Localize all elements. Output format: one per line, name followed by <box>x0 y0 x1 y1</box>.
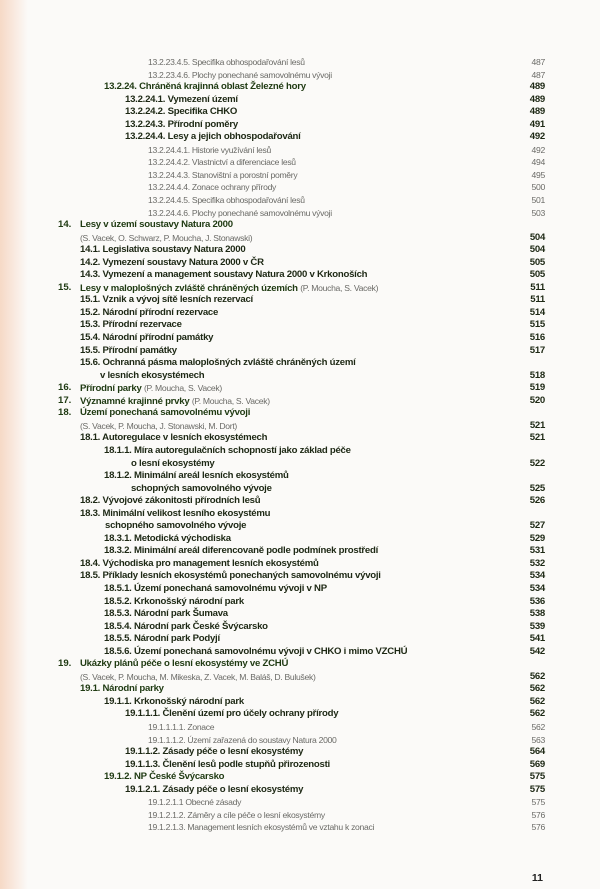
entry-title-text: Významné krajinné prvky <box>80 395 190 407</box>
entry-title <box>80 683 164 696</box>
toc-entry <box>0 307 600 320</box>
entry-title-text: 13.2.24.4.1. Historie využívání lesů <box>148 144 271 155</box>
entry-title <box>80 671 316 684</box>
entry-title-text: 19.1.1.2. Zásady péče o lesní ekosystémy <box>125 746 304 758</box>
entry-title <box>125 746 303 759</box>
toc-entry <box>0 357 600 370</box>
toc-entry <box>0 407 600 420</box>
entry-title-text: 13.2.24.4.4. Zonace ochrany přírody <box>148 182 277 193</box>
toc-entry <box>0 81 600 94</box>
toc-entry <box>0 784 600 797</box>
entry-page-number: 562 <box>529 683 545 695</box>
table-of-contents <box>0 56 600 834</box>
entry-title-text: 19.1. Národní parky <box>80 683 164 695</box>
toc-entry <box>0 646 600 659</box>
entry-page-number: 494 <box>531 157 545 168</box>
toc-entry <box>0 658 600 671</box>
entry-title <box>104 633 220 646</box>
entry-title-text: 18.5.4. Národní park České Švýcarsko <box>104 620 268 632</box>
entry-title <box>104 608 228 621</box>
entry-title <box>80 495 260 508</box>
toc-entry <box>0 169 600 182</box>
toc-entry <box>0 445 600 458</box>
entry-page-number: 504 <box>529 244 545 256</box>
entry-title <box>105 520 246 533</box>
toc-entry <box>0 282 600 295</box>
entry-title-text: 18.3.2. Minimální areál diferencovaně podle podmínek prostředí <box>104 545 378 557</box>
chapter-number: 14. <box>58 219 72 231</box>
toc-entry <box>0 746 600 759</box>
toc-entry <box>0 596 600 609</box>
toc-entry <box>0 269 600 282</box>
toc-entry <box>0 545 600 558</box>
toc-entry <box>0 345 600 358</box>
toc-entry <box>0 520 600 533</box>
toc-entry <box>0 319 600 332</box>
toc-entry <box>0 621 600 634</box>
entry-page-number: 563 <box>531 734 545 745</box>
entry-page-number: 489 <box>529 81 545 93</box>
entry-title-text: 18.5. Příklady lesních ekosystémů ponechaných samovolnému vývoji <box>80 570 381 582</box>
toc-entry <box>0 194 600 207</box>
entry-title <box>104 533 231 546</box>
entry-title <box>80 432 267 445</box>
entry-page-number: 503 <box>531 207 545 218</box>
entry-title-text: 18.5.3. Národní park Šumava <box>104 608 228 620</box>
entry-page-number: 492 <box>529 131 545 143</box>
toc-entry <box>0 69 600 82</box>
entry-title <box>148 207 332 220</box>
entry-page-number: 562 <box>529 708 545 720</box>
entry-title-text: 19.1.1. Krkonošský národní park <box>104 695 244 707</box>
entry-page-number: 516 <box>529 332 545 344</box>
toc-entry <box>0 771 600 784</box>
entry-title <box>148 144 271 157</box>
toc-entry <box>0 708 600 721</box>
entry-title <box>104 596 244 609</box>
entry-title <box>80 332 213 345</box>
entry-title <box>125 106 237 119</box>
toc-entry <box>0 382 600 395</box>
entry-authors: (P. Moucha, S. Vacek) <box>143 383 222 394</box>
entry-title <box>80 382 222 396</box>
toc-entry <box>0 570 600 583</box>
toc-entry <box>0 56 600 69</box>
entry-title-text: 19.1.1.1.2. Území zařazená do soustavy Natura 2000 <box>148 734 337 745</box>
entry-page-number: 521 <box>529 419 545 431</box>
entry-title-text: 13.2.24.4.6. Plochy ponechané samovolnému vývoji <box>148 207 332 218</box>
toc-entry <box>0 558 600 571</box>
entry-title-text: 13.2.24.4.5. Specifika obhospodařování lesů <box>148 195 305 206</box>
chapter-number: 17. <box>58 394 72 406</box>
toc-entry <box>0 683 600 696</box>
entry-title <box>80 257 264 270</box>
entry-title-text: 18.1.2. Minimální areál lesních ekosystémů <box>104 470 289 482</box>
toc-entry <box>0 759 600 772</box>
entry-page-number: 534 <box>529 582 545 594</box>
entry-page-number: 534 <box>529 570 545 582</box>
entry-title-text: 18.3. Minimální velikost lesního ekosystému <box>80 507 271 519</box>
entry-title-text: Přírodní parky <box>80 383 142 395</box>
entry-title-text: schopných samovolného vývoje <box>131 482 272 494</box>
entry-title-text: 14.2. Vymezení soustavy Natura 2000 v ČR <box>80 256 264 268</box>
entry-title-text: o lesní ekosystémy <box>131 457 215 469</box>
entry-page-number: 527 <box>529 520 545 532</box>
entry-page-number: 531 <box>529 545 545 557</box>
entry-title <box>80 357 356 370</box>
entry-page-number: 487 <box>531 69 545 80</box>
toc-entry <box>0 370 600 383</box>
entry-title-text: 13.2.24.3. Přírodní poměry <box>125 118 238 130</box>
entry-title <box>80 345 177 358</box>
entry-page-number: 520 <box>529 394 545 406</box>
entry-title <box>80 319 182 332</box>
entry-authors: (P. Moucha, S. Vacek) <box>191 395 270 406</box>
entry-title-text: (S. Vacek, O. Schwarz, P. Moucha, J. Stonawski) <box>80 232 253 243</box>
entry-title-text: 15.2. Národní přírodní rezervace <box>80 306 219 318</box>
entry-title-text: v lesních ekosystémech <box>100 369 205 381</box>
entry-title-text: 18.4. Východiska pro management lesních ekosystémů <box>80 557 319 569</box>
entry-title <box>80 219 233 232</box>
toc-entry <box>0 696 600 709</box>
entry-page-number: 532 <box>529 557 545 569</box>
entry-title-text: 13.2.23.4.5. Specifika obhospodařování lesů <box>148 57 305 67</box>
entry-title-text: 18.1.1. Míra autoregulačních schopností jako základ péče <box>104 444 351 456</box>
entry-title-text: 19.1.2.1.3. Management lesních ekosystémů ve vztahu k zonaci <box>148 822 375 833</box>
entry-title <box>80 407 250 420</box>
toc-entry <box>0 734 600 747</box>
entry-title-text: Ukázky plánů péče o lesní ekosystémy ve ZCHÚ <box>80 658 289 670</box>
entry-page-number: 487 <box>531 57 545 67</box>
toc-entry <box>0 458 600 471</box>
toc-entry <box>0 257 600 270</box>
entry-page-number: 569 <box>529 758 545 770</box>
entry-title-text: 18.3.1. Metodická východiska <box>104 532 231 544</box>
entry-page-number: 575 <box>529 783 545 795</box>
toc-entry <box>0 508 600 521</box>
entry-page-number: 522 <box>529 457 545 469</box>
entry-page-number: 576 <box>531 822 545 833</box>
entry-title <box>104 545 378 558</box>
entry-page-number: 505 <box>529 256 545 268</box>
entry-title <box>131 483 272 496</box>
entry-page-number: 492 <box>531 144 545 155</box>
entry-page-number: 501 <box>531 195 545 206</box>
entry-page-number: 575 <box>531 797 545 808</box>
entry-title-text: 13.2.23.4.6. Plochy ponechané samovolnému vývoji <box>148 69 332 80</box>
toc-entry <box>0 821 600 834</box>
entry-title-text: 19.1.2.1.1 Obecné zásady <box>148 797 242 808</box>
entry-title <box>125 119 238 132</box>
entry-title <box>80 232 252 245</box>
toc-entry <box>0 796 600 809</box>
entry-title <box>104 771 224 784</box>
entry-title-text: (S. Vacek, P. Moucha, M. Mikeska, Z. Vacek, M. Baláš, D. Bulušek) <box>80 671 316 682</box>
entry-title <box>104 81 306 94</box>
toc-entry <box>0 633 600 646</box>
toc-entry <box>0 533 600 546</box>
entry-title <box>80 558 319 571</box>
page-number: 11 <box>531 872 543 884</box>
entry-authors: (P. Moucha, S. Vacek) <box>300 282 379 293</box>
entry-title <box>125 708 338 721</box>
entry-page-number: 505 <box>529 269 545 281</box>
entry-title-text: 19.1.1.1.1. Zonace <box>148 721 215 732</box>
entry-title-text: (S. Vacek, P. Moucha, J. Stonawski, M. Dort) <box>80 420 237 431</box>
entry-page-number: 518 <box>529 369 545 381</box>
entry-title-text: 18.2. Vývojové zákonitosti přírodních lesů <box>80 495 261 507</box>
entry-title <box>80 269 367 282</box>
entry-title-text: Lesy v území soustavy Natura 2000 <box>80 219 233 231</box>
entry-page-number: 525 <box>529 482 545 494</box>
toc-entry <box>0 721 600 734</box>
chapter-number: 15. <box>58 281 72 293</box>
entry-title-text: 18.5.2. Krkonošský národní park <box>104 595 244 607</box>
entry-page-number: 536 <box>529 595 545 607</box>
toc-entry <box>0 809 600 822</box>
toc-entry <box>0 144 600 157</box>
entry-title-text: 13.2.24.4.2. Vlastnictví a diferenciace lesů <box>148 157 296 168</box>
entry-title-text: 18.5.1. Území ponechaná samovolnému vývoji v NP <box>104 582 327 594</box>
entry-page-number: 539 <box>529 620 545 632</box>
entry-title <box>104 646 407 659</box>
entry-page-number: 575 <box>529 771 545 783</box>
entry-title <box>148 169 297 182</box>
entry-page-number: 517 <box>529 344 545 356</box>
entry-title-text: 18.5.6. Území ponechaná samovolnému vývoji v CHKO i mimo VZCHÚ <box>104 645 408 657</box>
entry-title-text: 15.6. Ochranná pásma maloplošných zvláště chráněných území <box>80 357 356 369</box>
entry-title-text: 18.1. Autoregulace v lesních ekosystémech <box>80 432 268 444</box>
entry-title-text: 14.3. Vymezení a management soustavy Natura 2000 v Krkonoších <box>80 269 368 281</box>
entry-page-number: 515 <box>529 319 545 331</box>
toc-entry <box>0 119 600 132</box>
entry-title <box>80 570 381 583</box>
entry-title <box>125 131 301 144</box>
entry-page-number: 500 <box>531 182 545 193</box>
entry-page-number: 562 <box>529 670 545 682</box>
entry-title-text: 15.5. Přírodní památky <box>80 344 177 356</box>
chapter-number: 19. <box>58 658 72 670</box>
entry-title <box>80 294 253 307</box>
entry-title-text: 13.2.24. Chráněná krajinná oblast Železné hory <box>104 81 306 93</box>
entry-page-number: 491 <box>529 118 545 130</box>
toc-entry <box>0 608 600 621</box>
toc-entry <box>0 106 600 119</box>
entry-title <box>125 784 303 797</box>
entry-page-number: 529 <box>529 532 545 544</box>
entry-title <box>148 181 276 194</box>
entry-title-text: 19.1.2.1.2. Záměry a cíle péče o lesní ekosystémy <box>148 809 325 820</box>
entry-page-number: 511 <box>530 294 545 306</box>
entry-title <box>104 583 327 596</box>
entry-title-text: 19.1.1.1. Členění území pro účely ochrany přírody <box>125 708 339 720</box>
entry-title <box>148 69 332 82</box>
toc-entry <box>0 156 600 169</box>
entry-page-number: 576 <box>531 809 545 820</box>
entry-page-number: 489 <box>529 106 545 118</box>
toc-entry <box>0 483 600 496</box>
toc-entry <box>0 583 600 596</box>
toc-entry <box>0 94 600 107</box>
entry-title-text: 13.2.24.2. Specifika CHKO <box>125 106 238 118</box>
entry-page-number: 519 <box>529 382 545 394</box>
entry-title <box>148 809 325 822</box>
entry-title <box>148 56 305 69</box>
toc-entry <box>0 232 600 245</box>
entry-title <box>80 244 245 257</box>
entry-title-text: 18.5.5. Národní park Podyjí <box>104 633 220 645</box>
toc-entry <box>0 131 600 144</box>
toc-entry <box>0 332 600 345</box>
entry-title <box>104 470 289 483</box>
entry-title <box>148 194 305 207</box>
chapter-number: 18. <box>58 407 72 419</box>
entry-title <box>125 759 330 772</box>
entry-page-number: 526 <box>529 495 545 507</box>
entry-title-text: 15.3. Přírodní rezervace <box>80 319 182 331</box>
entry-title-text: Lesy v maloplošných zvláště chráněných územích <box>80 282 298 294</box>
entry-title-text: 19.1.1.3. Členění lesů podle stupňů přirozenosti <box>125 758 330 770</box>
entry-title <box>104 621 268 634</box>
toc-entry <box>0 395 600 408</box>
entry-page-number: 514 <box>529 306 545 318</box>
toc-entry <box>0 495 600 508</box>
entry-title <box>80 307 218 320</box>
entry-title <box>80 282 378 296</box>
entry-title-text: Území ponechaná samovolnému vývoji <box>80 407 251 419</box>
entry-title <box>104 445 351 458</box>
entry-title <box>131 458 215 471</box>
entry-title <box>80 508 270 521</box>
entry-title-text: 14.1. Legislativa soustavy Natura 2000 <box>80 244 246 256</box>
entry-title <box>148 734 337 747</box>
toc-entry <box>0 219 600 232</box>
entry-title-text: 15.1. Vznik a vývoj sítě lesních rezervací <box>80 294 253 306</box>
entry-page-number: 541 <box>529 633 545 645</box>
toc-entry <box>0 470 600 483</box>
toc-entry <box>0 181 600 194</box>
entry-title-text: 19.1.2. NP České Švýcarsko <box>104 771 225 783</box>
entry-title <box>104 696 244 709</box>
entry-page-number: 542 <box>529 645 545 657</box>
entry-title-text: schopného samovolného vývoje <box>105 520 247 532</box>
entry-page-number: 495 <box>531 169 545 180</box>
toc-entry <box>0 294 600 307</box>
entry-page-number: 511 <box>530 281 545 293</box>
entry-title <box>125 94 238 107</box>
entry-title <box>100 370 204 383</box>
entry-title <box>148 796 241 809</box>
entry-title <box>80 420 237 433</box>
entry-page-number: 538 <box>529 608 545 620</box>
entry-title-text: 15.4. Národní přírodní památky <box>80 332 214 344</box>
entry-title-text: 13.2.24.4.3. Stanovištní a porostní poměry <box>148 169 298 180</box>
entry-title <box>148 721 214 734</box>
toc-entry <box>0 420 600 433</box>
entry-title <box>148 156 296 169</box>
entry-page-number: 521 <box>529 432 545 444</box>
toc-entry <box>0 207 600 220</box>
chapter-number: 16. <box>58 382 72 394</box>
entry-page-number: 562 <box>531 721 545 732</box>
toc-entry <box>0 432 600 445</box>
entry-page-number: 564 <box>529 746 545 758</box>
toc-entry <box>0 671 600 684</box>
entry-title-text: 13.2.24.1. Vymezení území <box>125 93 238 105</box>
entry-title <box>148 821 374 834</box>
entry-title <box>80 658 288 671</box>
entry-page-number: 489 <box>529 93 545 105</box>
entry-title-text: 13.2.24.4. Lesy a jejich obhospodařování <box>125 131 301 143</box>
entry-title-text: 19.1.2.1. Zásady péče o lesní ekosystémy <box>125 783 304 795</box>
entry-page-number: 504 <box>529 231 545 243</box>
entry-page-number: 562 <box>529 695 545 707</box>
toc-entry <box>0 244 600 257</box>
